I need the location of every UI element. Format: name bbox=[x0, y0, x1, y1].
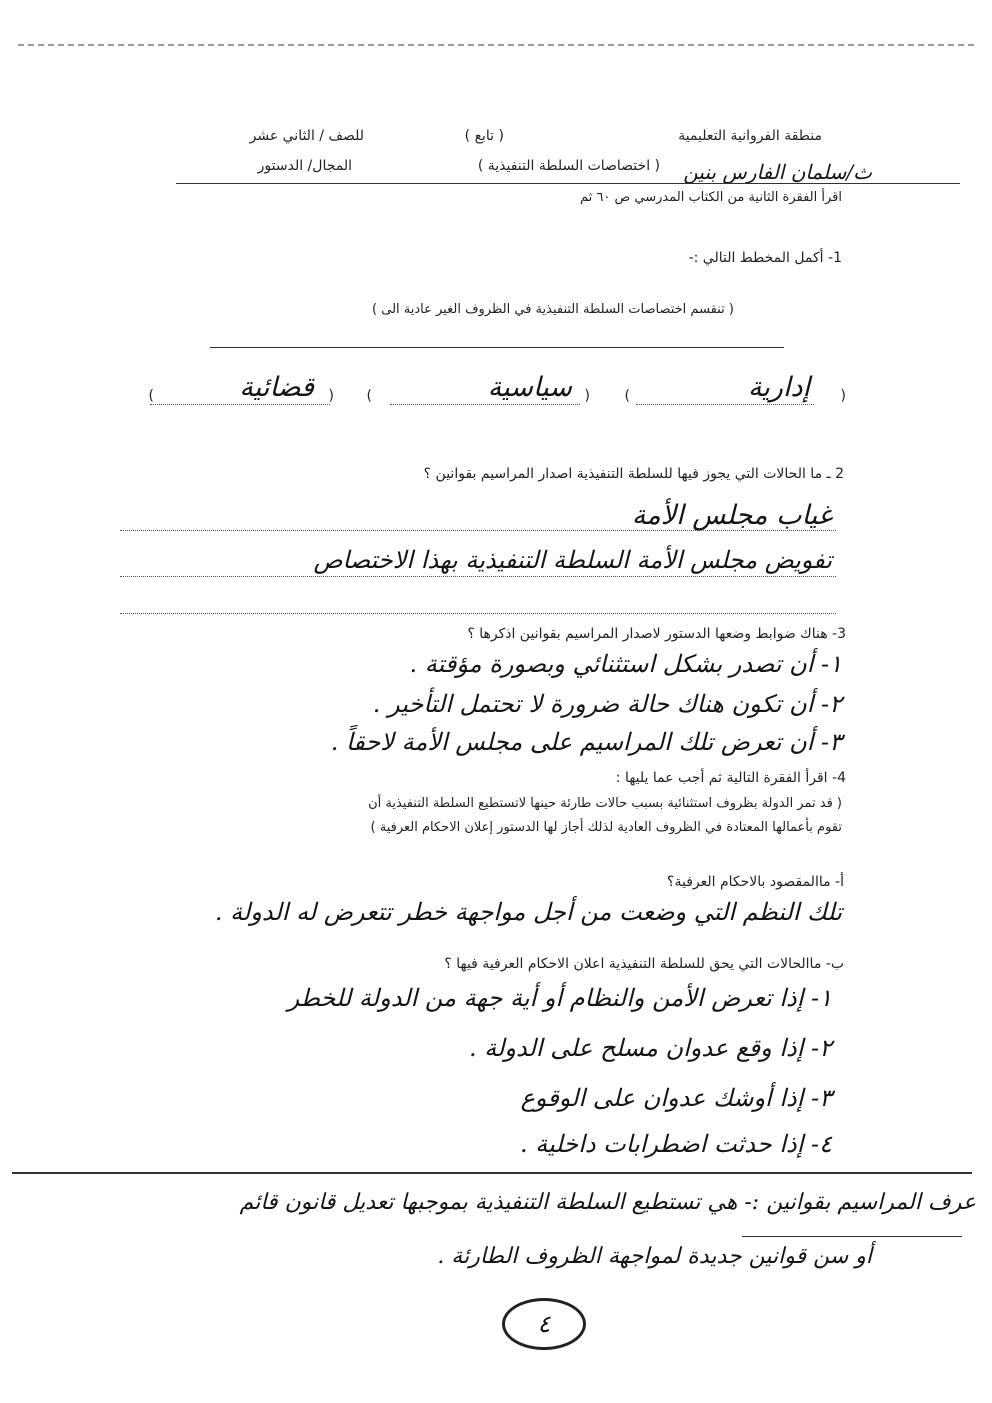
q4b-answer-3: ٣- إذا أوشك عدوان على الوقوع bbox=[520, 1084, 832, 1112]
q4b-answer-2: ٢- إذا وقع عدوان مسلح على الدولة . bbox=[468, 1034, 832, 1062]
q1-branch-open-2: ( bbox=[584, 388, 590, 404]
header-tabe: ( تابع ) bbox=[464, 128, 504, 144]
q4b-prompt: ب- ماالحالات التي يحق للسلطة التنفيذية اعلان الاحكام العرفية فيها ؟ bbox=[444, 956, 844, 972]
q4-passage-line-1: ( قد تمر الدولة بظروف استثنائية بسبب حالات طارئة حينها لاتستطيع السلطة التنفيذية أن bbox=[368, 796, 842, 811]
q4b-answer-1: ١- إذا تعرض الأمن والنظام أو أية جهة من الدولة للخطر bbox=[287, 984, 832, 1012]
q1-branch-2-dots bbox=[390, 404, 580, 405]
q3-prompt: 3- هناك ضوابط وضعها الدستور لاصدار المراسيم بقوانين اذكرها ؟ bbox=[467, 626, 846, 642]
header-subject: المجال/ الدستور bbox=[257, 158, 352, 174]
q1-diagram-bar bbox=[210, 347, 784, 348]
q4a-answer: تلك النظم التي وضعت من أجل مواجهة خطر تتعرض له الدولة . bbox=[214, 898, 842, 926]
q3-answer-2: ٢- أن تكون هناك حالة ضرورة لا تحتمل التأخير . bbox=[372, 690, 842, 718]
q2-answer-1: غياب مجلس الأمة bbox=[631, 500, 832, 531]
header-grade: للصف / الثاني عشر bbox=[249, 128, 364, 144]
scan-border-top bbox=[18, 44, 974, 46]
q3-answer-3: ٣- أن تعرض تلك المراسيم على مجلس الأمة لاحقاً . bbox=[330, 728, 842, 756]
page-number: ٤ bbox=[537, 1310, 551, 1338]
section-divider bbox=[12, 1172, 972, 1174]
q1-branch-close-1: ) bbox=[624, 388, 630, 404]
q1-branch-2: سياسية bbox=[487, 372, 572, 403]
q1-branch-open-3: ( bbox=[328, 388, 334, 404]
q1-diagram-header: ( تنقسم اختصاصات السلطة التنفيذية في الظروف الغير عادية الى ) bbox=[372, 302, 734, 317]
q3-answer-1: ١- أن تصدر بشكل استثنائي وبصورة مؤقتة . bbox=[409, 650, 842, 678]
q1-branch-open-1: ( bbox=[840, 388, 846, 404]
q2-answer-2: تفويض مجلس الأمة السلطة التنفيذية بهذا الاختصاص bbox=[313, 546, 832, 574]
q1-branch-1-dots bbox=[636, 404, 814, 405]
header-region: منطقة الفروانية التعليمية bbox=[678, 128, 822, 144]
header-instruction: اقرأ الفقرة الثانية من الكتاب المدرسي ص ٦٠ ثم bbox=[580, 190, 842, 205]
q4-prompt: 4- اقرأ الفقرة التالية ثم أجب عما يليها : bbox=[615, 770, 846, 786]
q1-branch-close-2: ) bbox=[366, 388, 372, 404]
q1-prompt: 1- أكمل المخطط التالي :- bbox=[688, 250, 842, 266]
q1-branch-1: إدارية bbox=[747, 372, 810, 403]
header-lesson-title: ( اختصاصات السلطة التنفيذية ) bbox=[477, 158, 660, 174]
q2-answer-2-line bbox=[120, 576, 836, 577]
q1-branch-3-dots bbox=[150, 404, 330, 405]
q1-branch-close-3: ) bbox=[148, 388, 154, 404]
q2-answer-3-line bbox=[120, 613, 836, 614]
q1-branch-3: قضائية bbox=[239, 372, 314, 403]
definition-underline bbox=[742, 1236, 962, 1237]
q4a-prompt: أ- ماالمقصود بالاحكام العرفية؟ bbox=[667, 874, 844, 890]
definition-line-2: أو سن قوانين جديدة لمواجهة الظروف الطارئة . bbox=[437, 1244, 872, 1269]
q2-answer-1-line bbox=[120, 530, 836, 531]
q4-passage-line-2: تقوم بأعمالها المعتادة في الظروف العادية لذلك أجاز لها الدستور إعلان الاحكام العرفية ) bbox=[370, 820, 842, 835]
header-rule bbox=[176, 183, 960, 184]
q4b-answer-4: ٤- إذا حدثت اضطرابات داخلية . bbox=[520, 1130, 832, 1158]
page-number-circle bbox=[502, 1298, 586, 1350]
header-teacher: ث/سلمان الفارس بنين bbox=[683, 160, 872, 184]
definition-line-1: عرف المراسيم بقوانين :- هي تستطيع السلطة التنفيذية بموجبها تعديل قانون قائم bbox=[239, 1190, 976, 1215]
q2-prompt: 2 ـ ما الحالات التي يجوز فيها للسلطة التنفيذية اصدار المراسيم بقوانين ؟ bbox=[423, 466, 844, 482]
